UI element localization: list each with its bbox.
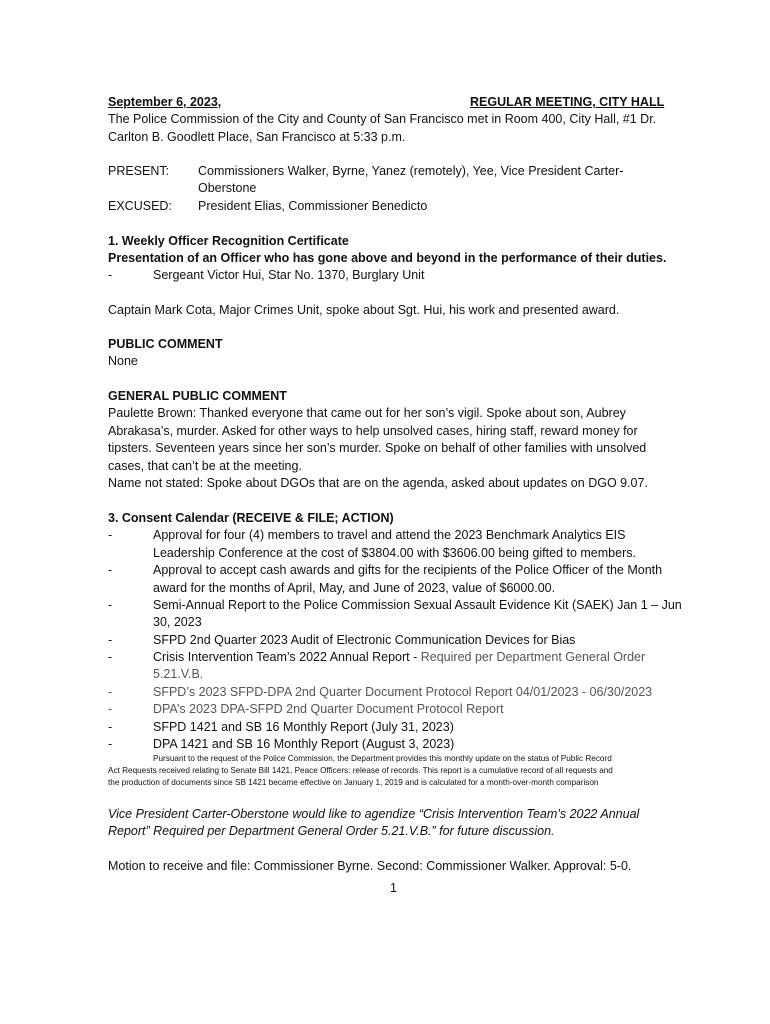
present-line-2: Oberstone — [198, 181, 257, 195]
public-comment-value: None — [108, 354, 138, 368]
list-dash: - — [108, 720, 113, 734]
consent-item-line — [153, 649, 645, 667]
list-dash: - — [108, 650, 113, 664]
general-public-comment-title: GENERAL PUBLIC COMMENT — [108, 389, 287, 403]
section-1-title: 1. Weekly Officer Recognition Certificate — [108, 234, 349, 248]
list-dash: - — [108, 633, 113, 647]
gpc-line: Name not stated: Spoke about DGOs that are on the agenda, asked about updates on DGO 9.07. — [108, 476, 648, 490]
gpc-line: tipsters. Seventeen years since her son’s murder. Spoke on behalf of other families with unsolved — [108, 441, 647, 455]
meeting-type: REGULAR MEETING, CITY HALL — [470, 95, 665, 109]
footnote-line: Act Requests received relating to Senate Bill 1421, Peace Officers: release of records. This report is a cumulative record of all requests and — [108, 766, 613, 775]
list-dash: - — [108, 598, 113, 612]
consent-item-line: DPA’s 2023 DPA-SFPD 2nd Quarter Document Protocol Report — [153, 702, 504, 716]
excused-value: President Elias, Commissioner Benedicto — [198, 199, 428, 213]
consent-item-line: SFPD 1421 and SB 16 Monthly Report (July 31, 2023) — [153, 720, 454, 734]
recognition-item: Sergeant Victor Hui, Star No. 1370, Burglary Unit — [153, 268, 425, 282]
section-1-subtitle: Presentation of an Officer who has gone above and beyond in the performance of their duties. — [108, 251, 667, 265]
consent-item-line: 30, 2023 — [153, 615, 202, 629]
consent-item-line: 5.21.V.B. — [153, 667, 204, 681]
excused-label: EXCUSED: — [108, 199, 172, 213]
vp-note-line-2: Report” Required per Department General Order 5.21.V.B.” for future discussion. — [108, 824, 555, 838]
consent-item-text: Crisis Intervention Team’s 2022 Annual Report - — [153, 650, 421, 664]
recognition-note: Captain Mark Cota, Major Crimes Unit, spoke about Sgt. Hui, his work and presented award. — [108, 303, 620, 317]
footnote-line: Pursuant to the request of the Police Commission, the Department provides this monthly update on the status of Public Record — [153, 754, 612, 763]
list-dash: - — [108, 268, 113, 282]
list-dash: - — [108, 685, 113, 699]
motion-text: Motion to receive and file: Commissioner Byrne. Second: Commissioner Walker. Approval: 5-0. — [108, 859, 632, 873]
gpc-line: Abrakasa’s, murder. Asked for other ways to help unsolved cases, hiring staff, reward money for — [108, 424, 638, 438]
present-label: PRESENT: — [108, 164, 170, 178]
public-comment-title: PUBLIC COMMENT — [108, 337, 223, 351]
intro-line-1: The Police Commission of the City and County of San Francisco met in Room 400, City Hall, #1 Dr. — [108, 112, 657, 126]
footnote-line: the production of documents since SB 1421 became effective on January 1, 2019 and is calculated for a month-over-month comparison — [108, 778, 599, 787]
consent-item-line: Approval to accept cash awards and gifts for the recipients of the Police Officer of the Month — [153, 563, 663, 577]
gpc-line: cases, that can’t be at the meeting. — [108, 459, 302, 473]
consent-item-line: SFPD 2nd Quarter 2023 Audit of Electronic Communication Devices for Bias — [153, 633, 576, 647]
consent-item-line: SFPD’s 2023 SFPD-DPA 2nd Quarter Document Protocol Report 04/01/2023 - 06/30/2023 — [153, 685, 653, 699]
consent-item-line: Leadership Conference at the cost of $3804.00 with $3606.00 being gifted to members. — [153, 546, 636, 560]
list-dash: - — [108, 737, 113, 751]
vp-note-line-1: Vice President Carter-Oberstone would like to agendize “Crisis Intervention Team’s 2022 Annual — [108, 807, 640, 821]
meeting-date: September 6, 2023, — [108, 95, 222, 109]
present-line-1: Commissioners Walker, Byrne, Yanez (remotely), Yee, Vice President Carter- — [198, 164, 624, 178]
list-dash: - — [108, 702, 113, 716]
consent-item-gray-text: Required per Department General Order — [420, 650, 646, 664]
consent-item-line: award for the months of April, May, and June of 2023, value of $6000.00. — [153, 581, 556, 595]
consent-item-line: Approval for four (4) members to travel and attend the 2023 Benchmark Analytics EIS — [153, 528, 626, 542]
consent-item-line: Semi-Annual Report to the Police Commission Sexual Assault Evidence Kit (SAEK) Jan 1 – Jun — [153, 598, 682, 612]
list-dash: - — [108, 563, 113, 577]
page-number: 1 — [390, 881, 397, 895]
intro-line-2: Carlton B. Goodlett Place, San Francisco at 5:33 p.m. — [108, 130, 406, 144]
section-3-title: 3. Consent Calendar (RECEIVE & FILE; ACTION) — [108, 511, 394, 525]
gpc-line: Paulette Brown: Thanked everyone that came out for her son’s vigil. Spoke about son, Aubrey — [108, 406, 626, 420]
list-dash: - — [108, 528, 113, 542]
consent-item-line: DPA 1421 and SB 16 Monthly Report (August 3, 2023) — [153, 737, 455, 751]
